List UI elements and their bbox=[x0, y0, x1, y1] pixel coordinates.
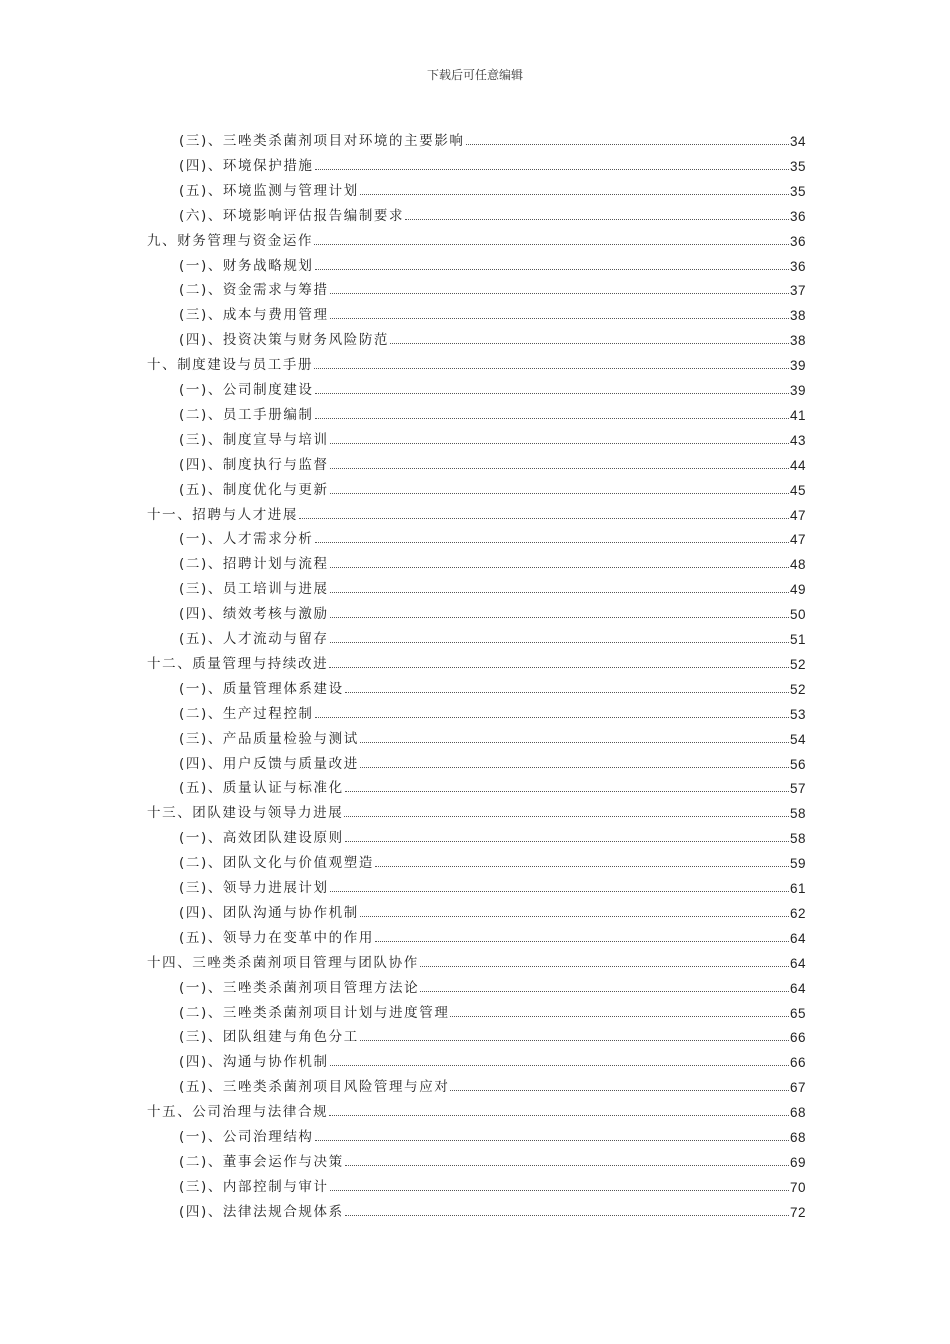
toc-entry-label: (一)、人才需求分析 bbox=[179, 531, 314, 548]
toc-entry-label: (三)、成本与费用管理 bbox=[179, 307, 329, 324]
toc-page-number: 36 bbox=[789, 258, 806, 274]
toc-entry-label: (一)、质量管理体系建设 bbox=[179, 680, 344, 697]
toc-dot-leader bbox=[330, 468, 789, 469]
toc-dot-leader bbox=[390, 343, 789, 344]
toc-entry-label: (五)、三唑类杀菌剂项目风险管理与应对 bbox=[179, 1079, 450, 1096]
toc-page-number: 68 bbox=[789, 1105, 806, 1121]
toc-chapter-row[interactable] bbox=[147, 796, 806, 821]
toc-page-number: 35 bbox=[789, 158, 806, 174]
toc-entry-label: (四)、用户反馈与质量改进 bbox=[179, 755, 359, 772]
toc-section-row[interactable] bbox=[179, 1170, 806, 1195]
toc-page-number: 59 bbox=[789, 856, 806, 872]
toc-entry-label: (四)、沟通与协作机制 bbox=[179, 1054, 329, 1071]
toc-section-row[interactable] bbox=[179, 273, 806, 298]
toc-dot-leader bbox=[360, 767, 789, 768]
toc-section-row[interactable] bbox=[179, 398, 806, 423]
toc-section-row[interactable] bbox=[179, 572, 806, 597]
toc-entry-label: (一)、财务战略规划 bbox=[179, 257, 314, 274]
toc-page-number: 66 bbox=[789, 1055, 806, 1071]
toc-page-number: 52 bbox=[789, 681, 806, 697]
toc-entry-label: 十三、团队建设与领导力进展 bbox=[147, 805, 344, 822]
toc-entry-label: (二)、董事会运作与决策 bbox=[179, 1153, 344, 1170]
toc-dot-leader bbox=[315, 717, 789, 718]
toc-dot-leader bbox=[299, 518, 789, 519]
toc-page-number: 54 bbox=[789, 731, 806, 747]
toc-dot-leader bbox=[314, 244, 789, 245]
toc-page-number: 38 bbox=[789, 333, 806, 349]
toc-dot-leader bbox=[345, 791, 789, 792]
toc-entry-label: (四)、制度执行与监督 bbox=[179, 456, 329, 473]
toc-entry-label: (五)、人才流动与留存 bbox=[179, 631, 329, 647]
toc-chapter-row[interactable] bbox=[147, 1095, 806, 1120]
toc-entry-label: 十二、质量管理与持续改进 bbox=[147, 655, 329, 672]
toc-section-row[interactable] bbox=[179, 522, 806, 547]
toc-entry-label: (一)、高效团队建设原则 bbox=[179, 830, 344, 847]
toc-section-row[interactable] bbox=[179, 323, 806, 348]
toc-entry-label: (四)、团队沟通与协作机制 bbox=[179, 904, 359, 921]
toc-dot-leader bbox=[330, 1190, 789, 1191]
toc-section-row[interactable] bbox=[179, 298, 806, 323]
toc-page-number: 51 bbox=[789, 632, 806, 647]
toc-section-row[interactable] bbox=[179, 996, 806, 1021]
toc-section-row[interactable] bbox=[179, 423, 806, 448]
toc-dot-leader bbox=[330, 592, 789, 593]
toc-page-number: 34 bbox=[789, 134, 806, 149]
toc-page-number: 45 bbox=[789, 482, 806, 498]
toc-dot-leader bbox=[330, 443, 789, 444]
toc-page-number: 64 bbox=[789, 980, 806, 996]
toc-section-row[interactable] bbox=[179, 249, 806, 274]
toc-page-number: 66 bbox=[789, 1030, 806, 1046]
toc-entry-label: (五)、制度优化与更新 bbox=[179, 481, 329, 498]
toc-page-number: 58 bbox=[789, 806, 806, 822]
toc-entry-label: (一)、公司制度建设 bbox=[179, 382, 314, 398]
toc-page-number: 39 bbox=[789, 358, 806, 374]
toc-dot-leader bbox=[360, 916, 789, 917]
toc-section-row[interactable] bbox=[179, 672, 806, 697]
toc-page-number: 47 bbox=[789, 507, 806, 523]
toc-section-row[interactable] bbox=[179, 622, 806, 647]
toc-dot-leader bbox=[314, 368, 789, 369]
toc-dot-leader bbox=[375, 866, 789, 867]
toc-page-number: 35 bbox=[789, 183, 806, 199]
toc-section-row[interactable] bbox=[179, 896, 806, 921]
toc-section-row[interactable] bbox=[179, 846, 806, 871]
toc-page-number: 52 bbox=[789, 656, 806, 672]
toc-page-number: 69 bbox=[789, 1154, 806, 1170]
toc-entry-label: (五)、领导力在变革中的作用 bbox=[179, 929, 374, 946]
toc-dot-leader bbox=[315, 1140, 789, 1141]
toc-section-row[interactable] bbox=[179, 1045, 806, 1070]
toc-section-row[interactable] bbox=[179, 373, 806, 398]
page-header: 下载后可任意编辑 bbox=[426, 68, 523, 82]
toc-page-number: 68 bbox=[789, 1130, 806, 1145]
toc-entry-label: (四)、环境保护措施 bbox=[179, 157, 314, 174]
toc-dot-leader bbox=[360, 194, 789, 195]
toc-section-row[interactable] bbox=[179, 597, 806, 622]
toc-page-number: 64 bbox=[789, 930, 806, 946]
toc-chapter-row[interactable] bbox=[147, 647, 806, 672]
toc-dot-leader bbox=[420, 966, 789, 967]
toc-entry-label: 十、制度建设与员工手册 bbox=[147, 357, 314, 374]
toc-section-row[interactable] bbox=[179, 1070, 806, 1095]
toc-entry-label: (二)、员工手册编制 bbox=[179, 406, 314, 423]
toc-entry-label: (三)、内部控制与审计 bbox=[179, 1178, 329, 1195]
toc-page-number: 58 bbox=[789, 831, 806, 847]
toc-dot-leader bbox=[330, 1065, 789, 1066]
toc-page-number: 39 bbox=[789, 383, 806, 398]
toc-entry-label: (二)、资金需求与筹措 bbox=[179, 282, 329, 299]
toc-entry-label: (一)、公司治理结构 bbox=[179, 1129, 314, 1145]
toc-page-number: 49 bbox=[789, 582, 806, 598]
toc-section-row[interactable] bbox=[179, 871, 806, 896]
toc-section-row[interactable] bbox=[179, 1120, 806, 1145]
toc-entry-label: 九、财务管理与资金运作 bbox=[147, 232, 314, 249]
toc-chapter-row[interactable] bbox=[147, 224, 806, 249]
toc-dot-leader bbox=[330, 293, 789, 294]
toc-entry-label: 十五、公司治理与法律合规 bbox=[147, 1104, 329, 1121]
toc-entry-label: (二)、招聘计划与流程 bbox=[179, 556, 329, 573]
toc-page-number: 38 bbox=[789, 308, 806, 324]
toc-section-row[interactable] bbox=[179, 174, 806, 199]
toc-page-number: 47 bbox=[789, 532, 806, 548]
toc-section-row[interactable] bbox=[179, 697, 806, 722]
toc-dot-leader bbox=[345, 1165, 789, 1166]
toc-page-number: 36 bbox=[789, 208, 806, 224]
toc-section-row[interactable] bbox=[179, 1195, 806, 1220]
toc-dot-leader bbox=[420, 991, 789, 992]
toc-section-row[interactable] bbox=[179, 124, 806, 149]
toc-chapter-row[interactable] bbox=[147, 348, 806, 373]
toc-entry-label: (六)、环境影响评估报告编制要求 bbox=[179, 207, 405, 224]
toc-entry-label: (一)、三唑类杀菌剂项目管理方法论 bbox=[179, 979, 420, 996]
toc-section-row[interactable] bbox=[179, 547, 806, 572]
toc-page-number: 53 bbox=[789, 706, 806, 722]
toc-dot-leader bbox=[466, 144, 789, 145]
toc-dot-leader bbox=[330, 617, 789, 618]
toc-chapter-row[interactable] bbox=[147, 498, 806, 523]
toc-page-number: 44 bbox=[789, 457, 806, 473]
toc-dot-leader bbox=[360, 742, 789, 743]
toc-dot-leader bbox=[330, 567, 789, 568]
toc-section-row[interactable] bbox=[179, 1020, 806, 1045]
toc-dot-leader bbox=[345, 841, 789, 842]
toc-dot-leader bbox=[344, 816, 789, 817]
toc-page-number: 64 bbox=[789, 955, 806, 971]
toc-chapter-row[interactable] bbox=[147, 946, 806, 971]
toc-section-row[interactable] bbox=[179, 821, 806, 846]
toc-section-row[interactable] bbox=[179, 747, 806, 772]
toc-page-number: 50 bbox=[789, 607, 806, 623]
toc-entry-label: (三)、产品质量检验与测试 bbox=[179, 730, 359, 747]
toc-page-number: 37 bbox=[789, 283, 806, 299]
toc-dot-leader bbox=[315, 393, 789, 394]
toc-dot-leader bbox=[330, 318, 789, 319]
toc-page-number: 56 bbox=[789, 756, 806, 772]
toc-dot-leader bbox=[315, 418, 789, 419]
toc-entry-label: (五)、质量认证与标准化 bbox=[179, 780, 344, 797]
toc-entry-label: 十一、招聘与人才进展 bbox=[147, 506, 298, 523]
toc-page-number: 72 bbox=[789, 1204, 806, 1220]
toc-dot-leader bbox=[315, 269, 789, 270]
toc-dot-leader bbox=[405, 219, 789, 220]
toc-dot-leader bbox=[330, 891, 789, 892]
toc-section-row[interactable] bbox=[179, 448, 806, 473]
toc-entry-label: (三)、三唑类杀菌剂项目对环境的主要影响 bbox=[179, 133, 465, 149]
toc-dot-leader bbox=[360, 1040, 789, 1041]
toc-entry-label: (二)、团队文化与价值观塑造 bbox=[179, 855, 374, 872]
toc-dot-leader bbox=[375, 941, 789, 942]
toc-page-number: 61 bbox=[789, 881, 806, 896]
toc-dot-leader bbox=[450, 1090, 789, 1091]
toc-entry-label: (三)、团队组建与角色分工 bbox=[179, 1029, 359, 1046]
toc-section-row[interactable] bbox=[179, 149, 806, 174]
toc-dot-leader bbox=[315, 169, 789, 170]
toc-page-number: 65 bbox=[789, 1005, 806, 1021]
toc-section-row[interactable] bbox=[179, 921, 806, 946]
toc-page-number: 62 bbox=[789, 905, 806, 921]
toc-entry-label: 十四、三唑类杀菌剂项目管理与团队协作 bbox=[147, 954, 419, 971]
toc-page-number: 57 bbox=[789, 781, 806, 797]
toc-page-number: 36 bbox=[789, 233, 806, 249]
toc-page-number: 67 bbox=[789, 1080, 806, 1096]
toc-entry-label: (四)、投资决策与财务风险防范 bbox=[179, 332, 390, 349]
toc-dot-leader bbox=[450, 1016, 789, 1017]
toc-dot-leader bbox=[315, 542, 789, 543]
toc-section-row[interactable] bbox=[179, 1145, 806, 1170]
toc-dot-leader bbox=[329, 667, 789, 668]
toc-entry-label: (四)、法律法规合规体系 bbox=[179, 1203, 344, 1220]
toc-dot-leader bbox=[330, 642, 789, 643]
toc-entry-label: (二)、生产过程控制 bbox=[179, 705, 314, 722]
toc-entry-label: (三)、领导力进展计划 bbox=[179, 880, 329, 896]
toc-dot-leader bbox=[345, 1215, 789, 1216]
toc-entry-label: (四)、绩效考核与激励 bbox=[179, 606, 329, 623]
toc-section-row[interactable] bbox=[179, 722, 806, 747]
toc-section-row[interactable] bbox=[179, 771, 806, 796]
toc-page-number: 41 bbox=[789, 407, 806, 423]
toc-entry-label: (三)、员工培训与进展 bbox=[179, 581, 329, 598]
toc-dot-leader bbox=[345, 692, 789, 693]
toc-page-number: 48 bbox=[789, 557, 806, 573]
toc-section-row[interactable] bbox=[179, 473, 806, 498]
toc-section-row[interactable] bbox=[179, 971, 806, 996]
toc-page-number: 70 bbox=[789, 1179, 806, 1195]
toc-dot-leader bbox=[329, 1115, 789, 1116]
toc-dot-leader bbox=[330, 493, 789, 494]
toc-page-number: 43 bbox=[789, 432, 806, 448]
toc-entry-label: (五)、环境监测与管理计划 bbox=[179, 182, 359, 199]
toc-entry-label: (三)、制度宣导与培训 bbox=[179, 431, 329, 448]
toc-section-row[interactable] bbox=[179, 199, 806, 224]
toc-entry-label: (二)、三唑类杀菌剂项目计划与进度管理 bbox=[179, 1004, 450, 1021]
